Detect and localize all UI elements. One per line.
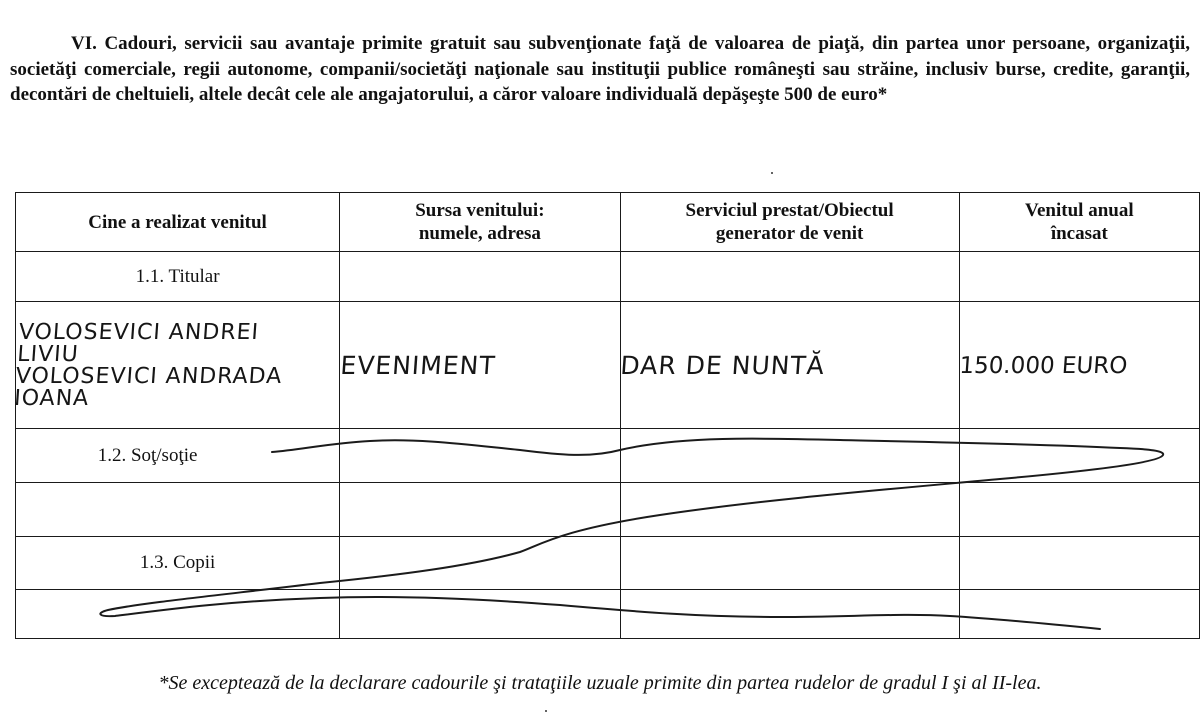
category-sot-label: 1.2. Soţ/soţie <box>97 444 198 466</box>
speck-mark <box>545 710 547 712</box>
handwritten-name-line: VOLOSEVICI ANDREI <box>17 319 260 344</box>
handwritten-source: EVENIMENT <box>335 302 624 429</box>
header-source-line2: numele, adresa <box>418 223 541 244</box>
empty-cell <box>620 429 959 483</box>
empty-cell <box>340 429 620 483</box>
header-income-line1: Venitul anual <box>1025 200 1134 221</box>
header-who: Cine a realizat venitul <box>16 193 340 252</box>
empty-cell <box>959 252 1199 302</box>
handwritten-name-line: VOLOSEVICI ANDRADA <box>14 363 283 388</box>
table-row <box>16 537 1200 590</box>
empty-cell <box>340 537 620 590</box>
table-row <box>16 429 1200 483</box>
empty-cell <box>959 483 1199 537</box>
table-row <box>16 252 1200 302</box>
empty-cell <box>620 483 959 537</box>
empty-cell <box>16 590 340 639</box>
category-copii: 1.3. Copii <box>16 537 340 590</box>
handwritten-income: 150.000 EURO <box>955 302 1200 429</box>
header-object-line1: Serviciul prestat/Obiectul <box>685 200 894 221</box>
empty-cell <box>16 483 340 537</box>
section-heading: VI. Cadouri, servicii sau avantaje primite gratuit sau subvenţionate faţă de valoarea de piaţă, din partea unor persoane, organizaţii, societăţi comerciale, regii autonome, companii/societăţi naţionale sau instituţii publice româneşti sau străine, inclusiv burse, credite, garanţii, decontări de cheltuieli, altele decât cele ale angajatorului, a căror valoare individuală depăşeşte 500 de euro* <box>10 33 1190 105</box>
speck-mark <box>771 172 773 174</box>
empty-cell <box>340 252 620 302</box>
table-row <box>16 590 1200 639</box>
empty-cell <box>620 590 959 639</box>
header-object <box>620 193 959 252</box>
header-income <box>959 193 1199 252</box>
table-row <box>16 302 1200 429</box>
category-titular: 1.1. Titular <box>16 252 340 302</box>
header-source <box>340 193 620 252</box>
handwritten-names-cell <box>11 302 344 429</box>
empty-cell <box>620 252 959 302</box>
gifts-table <box>12 192 1200 639</box>
category-sot <box>16 429 340 483</box>
empty-cell <box>340 590 620 639</box>
empty-cell <box>959 429 1199 483</box>
empty-cell <box>959 590 1199 639</box>
handwritten-object: DAR DE NUNTĂ <box>616 302 964 429</box>
table-header-row <box>16 193 1200 252</box>
empty-cell <box>959 537 1199 590</box>
handwritten-name-line: LIVIU <box>15 341 80 366</box>
empty-cell <box>620 537 959 590</box>
header-income-line2: încasat <box>1050 223 1108 244</box>
footnote: *Se exceptează de la declarare cadourile şi trataţiile uzuale primite din partea rudelor de gradul I şi al II-lea. <box>158 672 1042 694</box>
empty-cell <box>340 483 620 537</box>
handwritten-name-line: IOANA <box>12 385 90 410</box>
header-object-line2: generator de venit <box>715 223 864 244</box>
table-row <box>16 483 1200 537</box>
header-source-line1: Sursa venitului: <box>415 200 545 221</box>
